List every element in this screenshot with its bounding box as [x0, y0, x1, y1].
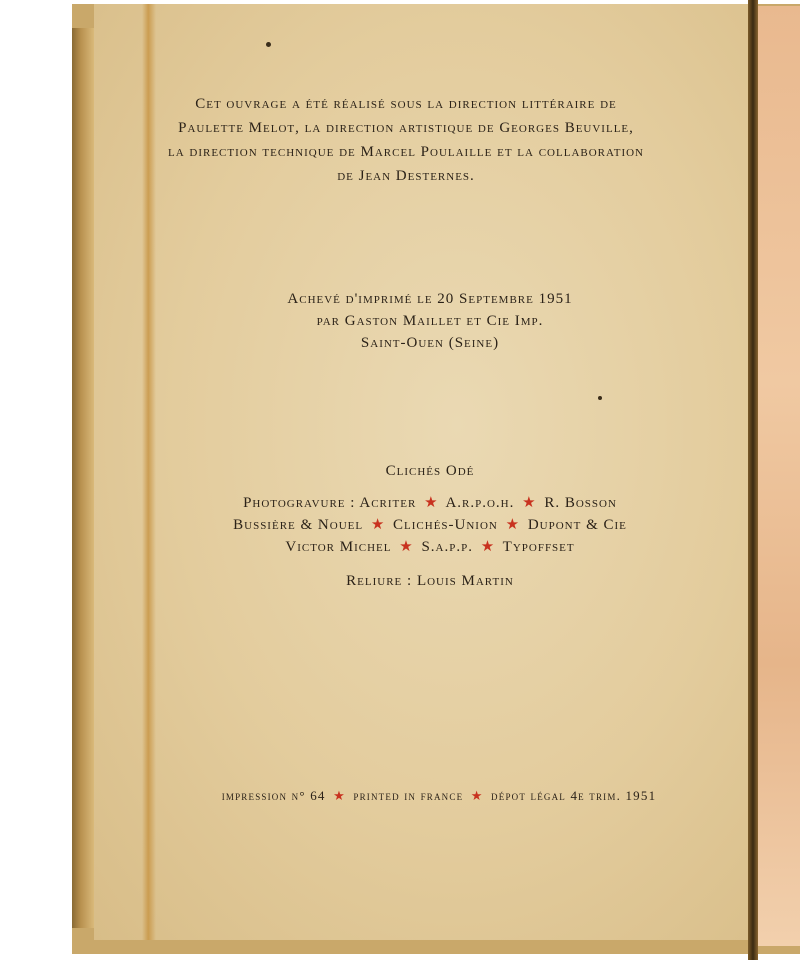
cliches-item: A.r.p.o.h.: [445, 495, 515, 511]
colophon-line: par Gaston Maillet et Cie Imp.: [316, 313, 544, 329]
book-gutter: [748, 0, 758, 960]
star-icon: ★: [370, 517, 386, 533]
star-icon: ★: [399, 539, 414, 555]
credits-line: Cet ouvrage a été réalisé sous la direction littéraire de: [195, 96, 617, 112]
colophon-line: Achevé d'imprimé le 20 Septembre 1951: [287, 291, 573, 307]
cliches-item: Bussière & Nouel: [233, 517, 364, 533]
impression-number: impression n° 64: [221, 788, 326, 803]
legal-footer: [174, 786, 704, 806]
right-page-edge: [758, 6, 800, 946]
cliches-item: Victor Michel: [285, 539, 392, 555]
star-icon: ★: [505, 517, 521, 533]
cliches-item: Clichés-Union: [393, 517, 498, 533]
star-icon: ★: [470, 788, 484, 803]
cliches-item: Dupont & Cie: [527, 517, 627, 533]
printed-in-france: printed in france: [353, 788, 464, 803]
ink-speck: [266, 42, 271, 47]
cliches-item: S.a.p.p.: [421, 539, 473, 555]
colophon-printing: [250, 288, 610, 354]
reliure-line: Reliure : Louis Martin: [346, 573, 514, 589]
page-edges: [72, 28, 94, 928]
cliches-title: Clichés Odé: [385, 463, 475, 479]
depot-legal: dépot légal 4e trim. 1951: [491, 788, 657, 803]
credits-line: de Jean Desternes.: [337, 168, 475, 184]
cliches-line: [210, 492, 650, 514]
star-icon: ★: [480, 539, 496, 555]
cliches-line: [210, 536, 650, 558]
star-icon: ★: [333, 788, 346, 803]
credits-line: la direction technique de Marcel Poulaille et la collaboration: [167, 144, 644, 160]
credits-line: Paulette Melot, la direction artistique de Georges Beuville,: [178, 120, 634, 136]
cliches-item: Typoffset: [502, 539, 575, 555]
star-icon: ★: [424, 495, 439, 511]
cliches-item: Photogravure : Acriter: [243, 495, 417, 511]
cliches-item: R. Bosson: [544, 495, 617, 511]
star-icon: ★: [522, 495, 537, 511]
cliches-line: [210, 514, 650, 536]
credits-paragraph: [104, 92, 708, 188]
ink-speck: [598, 396, 602, 400]
cliches-section: [210, 460, 650, 592]
colophon-line: Saint-Ouen (Seine): [360, 335, 500, 351]
